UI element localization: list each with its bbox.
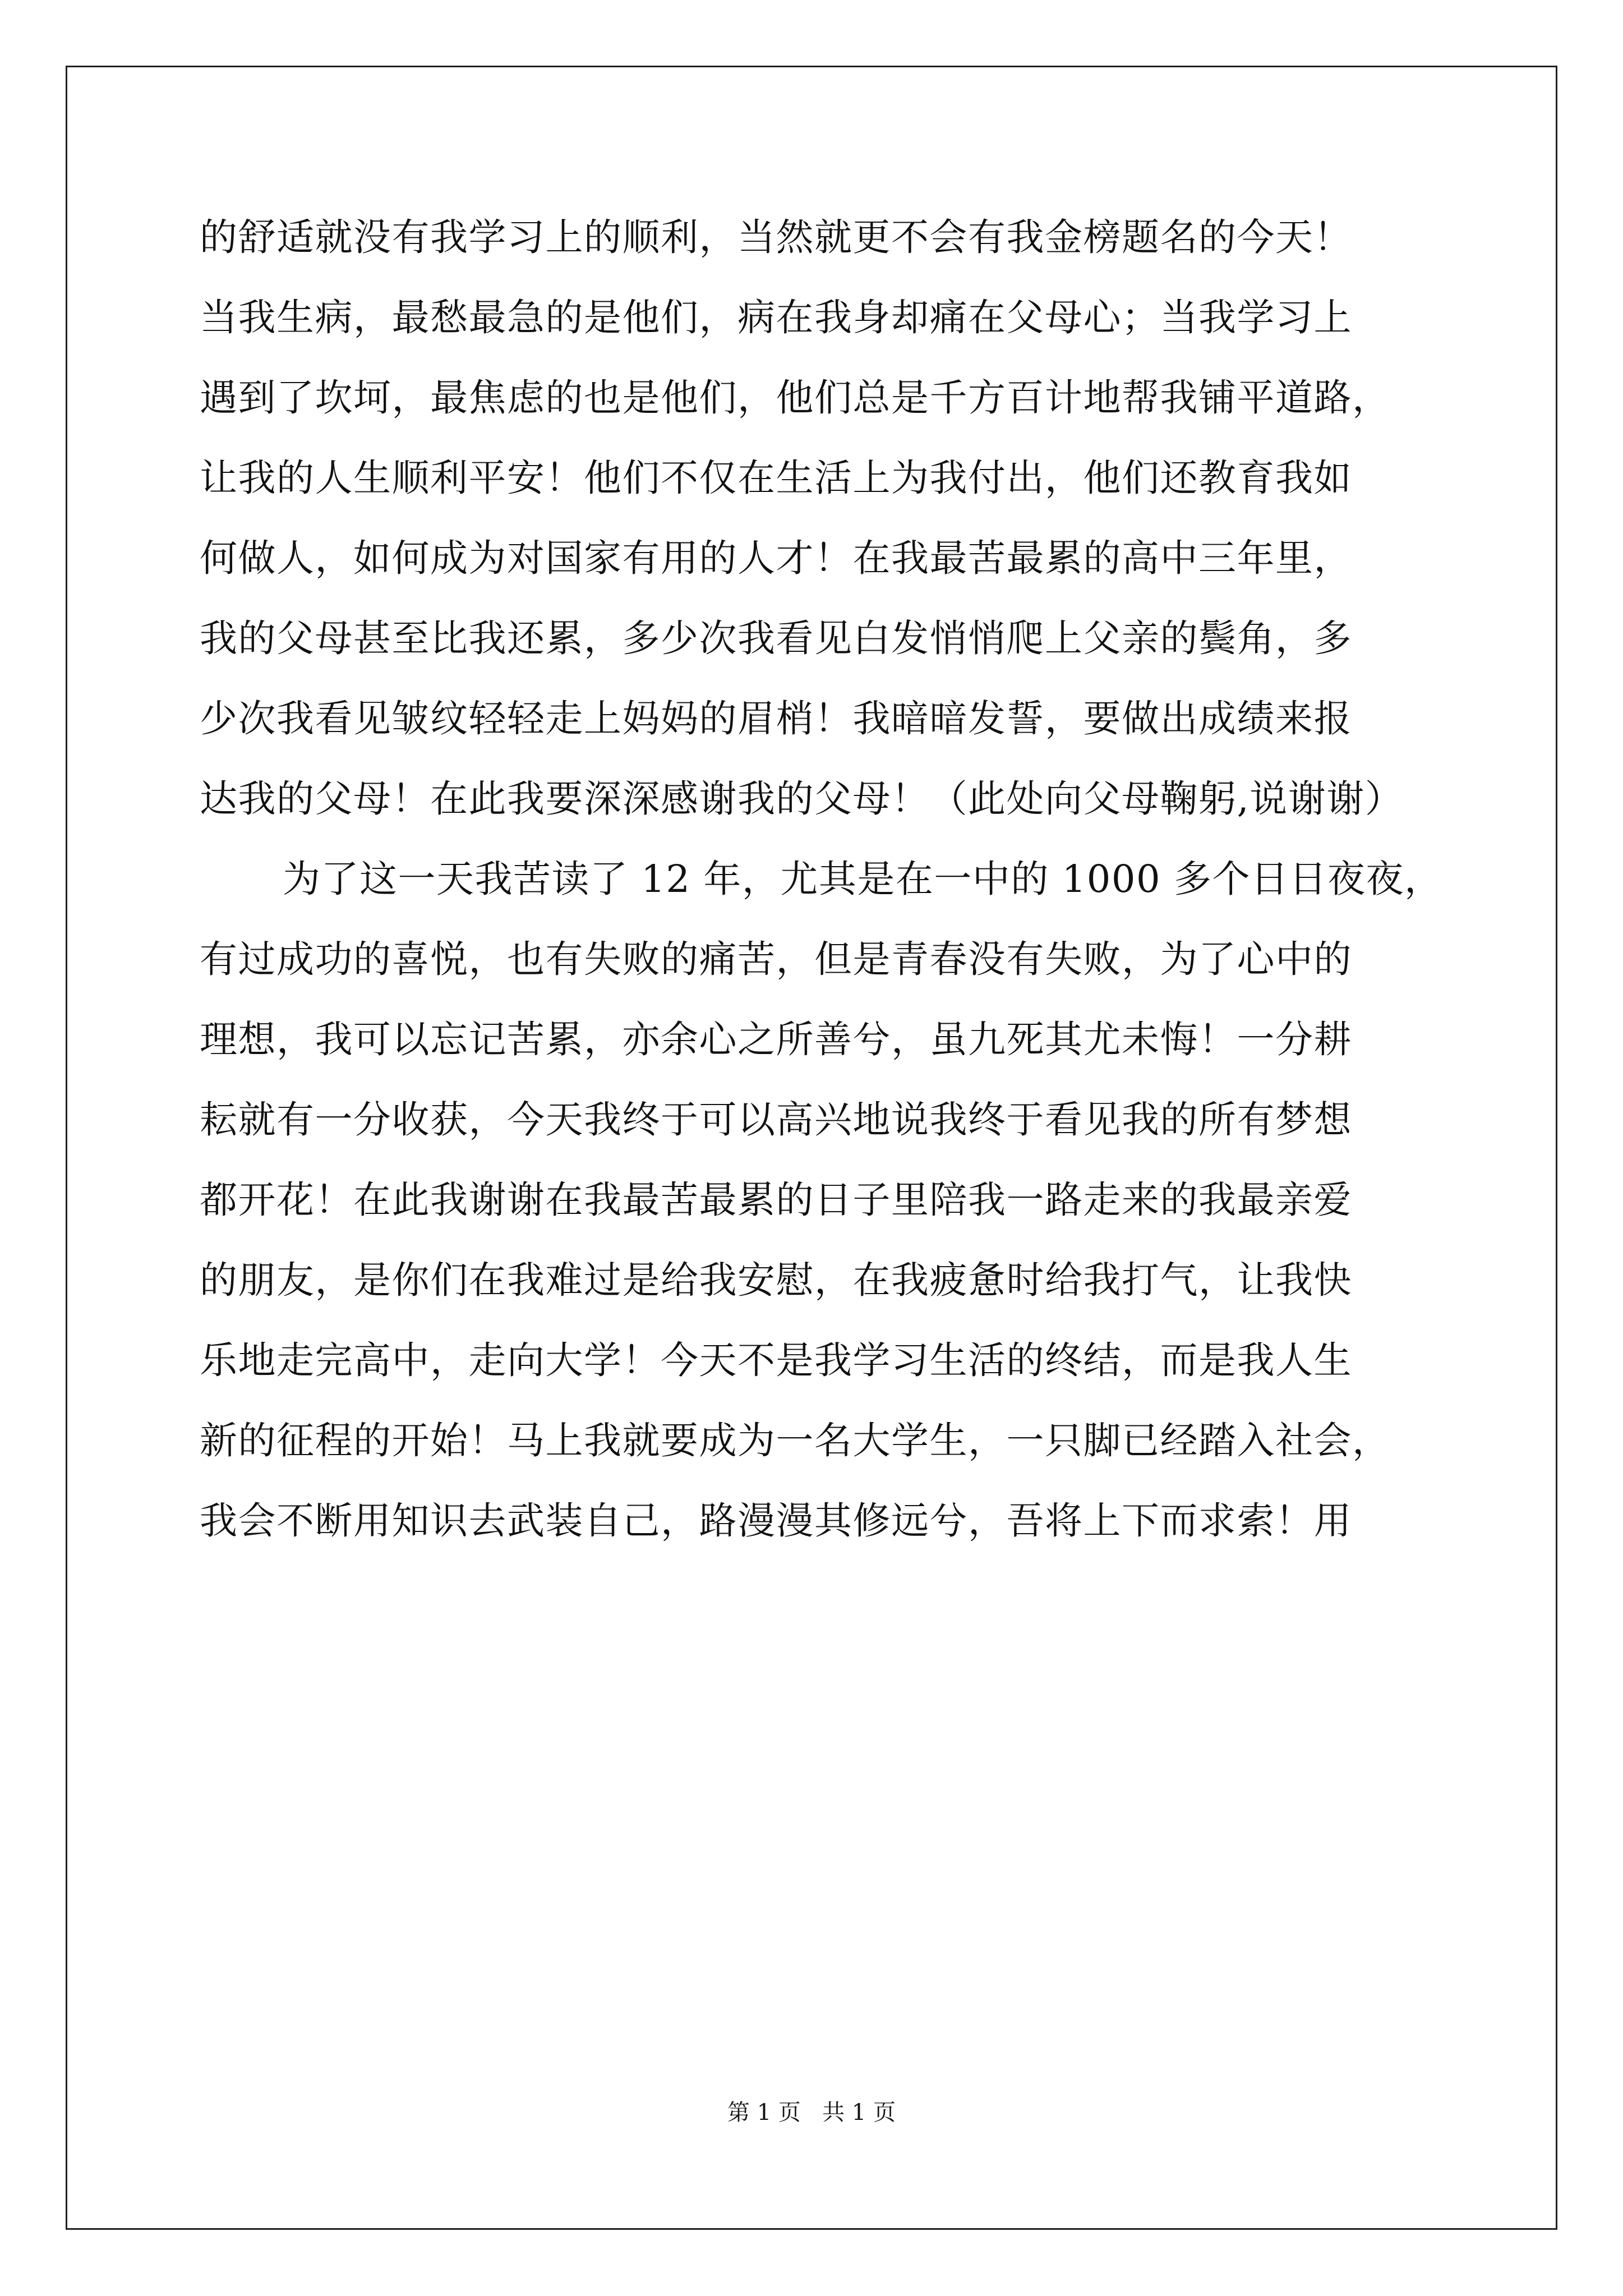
text-line: 都开花！在此我谢谢在我最苦最累的日子里陪我一路走来的我最亲爱 [200, 1178, 1352, 1222]
document-body [200, 212, 1443, 1576]
text-line: 的朋友，是你们在我难过是给我安慰，在我疲惫时给我打气，让我快 [200, 1258, 1352, 1302]
text-line: 为了这一天我苦读了 12 年，尤其是在一中的 1000 多个日日夜夜， [283, 857, 1443, 901]
text-line: 乐地走完高中，走向大学！今天不是我学习生活的终结，而是我人生 [200, 1338, 1352, 1382]
text-line: 达我的父母！在此我要深深感谢我的父母！（此处向父母鞠躬,说谢谢） [200, 777, 1404, 821]
text-line: 少次我看见皱纹轻轻走上妈妈的眉梢！我暗暗发誓，要做出成绩来报 [200, 697, 1352, 740]
text-line: 遇到了坎坷，最焦虑的也是他们，他们总是千方百计地帮我铺平道路， [200, 376, 1391, 420]
text-line: 理想，我可以忘记苦累，亦余心之所善兮，虽九死其尤未悔！一分耕 [200, 1018, 1352, 1061]
text-line: 何做人，如何成为对国家有用的人才！在我最苦最累的高中三年里， [200, 536, 1352, 580]
text-line: 我的父母甚至比我还累，多少次我看见白发悄悄爬上父亲的鬓角，多 [200, 616, 1352, 660]
text-line: 耘就有一分收获，今天我终于可以高兴地说我终于看见我的所有梦想 [200, 1098, 1352, 1142]
text-line: 我会不断用知识去武装自己，路漫漫其修远兮，吾将上下而求索！用 [200, 1499, 1352, 1543]
page-number-footer: 第 1 页 共 1 页 [727, 2100, 896, 2125]
text-line: 的舒适就没有我学习上的顺利，当然就更不会有我金榜题名的今天！ [200, 215, 1352, 259]
text-line: 有过成功的喜悦，也有失败的痛苦，但是青春没有失败，为了心中的 [200, 937, 1352, 981]
text-line: 当我生病，最愁最急的是他们，病在我身却痛在父母心；当我学习上 [200, 296, 1352, 339]
text-line: 让我的人生顺利平安！他们不仅在生活上为我付出，他们还教育我如 [200, 456, 1352, 500]
text-line: 新的征程的开始！马上我就要成为一名大学生，一只脚已经踏入社会， [200, 1419, 1391, 1462]
